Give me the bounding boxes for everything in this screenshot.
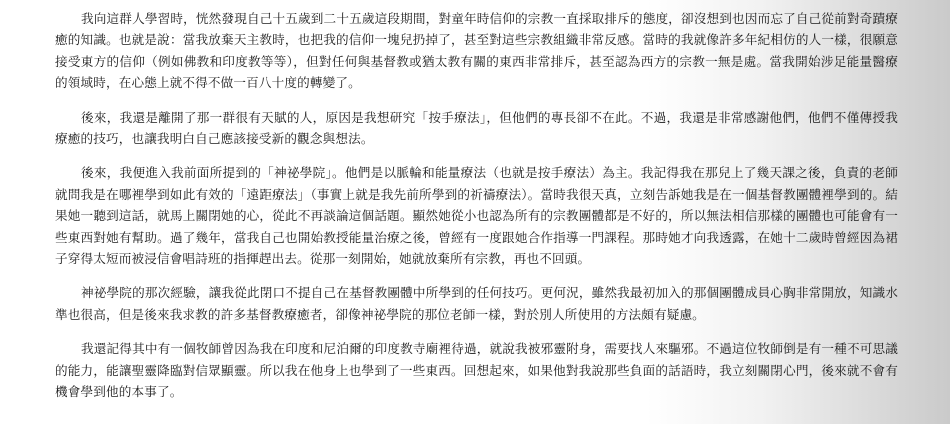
paragraph-2: 後來，我還是離開了那一群很有天賦的人，原因是我想研究「按手療法」，但他們的專長卻不在此。不過，我還是非常感謝他們，他們不僅傳授我療癒的技巧，也讓我明白自己應該接受新的觀念與想法。	[55, 109, 898, 147]
paragraph-5: 我還記得其中有一個牧師曾因為我在印度和尼泊爾的印度教寺廟裡待過，就說我被邪靈附身，需要找人來驅邪。不過這位牧師倒是有一種不可思議的能力，能讓聖靈降臨對信眾顯靈。所以我在他身上也學到了一些東西。回想起來，如果他對我說那些負面的話語時，我立刻關閉心門，後來就不會有機會學到他的本事了。	[55, 341, 898, 400]
paragraph-4: 神祕學院的那次經驗，讓我從此閉口不提自己在基督教團體中所學到的任何技巧。更何況，雖然我最初加入的那個團體成員心胸非常開放，知識水準也很高，但是後來我求教的許多基督教療癒者，卻像神祕學院的那位老師一樣，對於別人所使用的方法頗有疑慮。	[55, 285, 898, 322]
paragraph-1: 我向這群人學習時，恍然發現自己十五歲到二十五歲這段期間，對童年時信仰的宗教一直採取排斥的態度，卻沒想到也因而忘了自己從前對奇蹟療癒的知識。也就是說：當我放棄天主教時，也把我的信仰一塊兒扔掉了，甚至對這些宗教組織非常反感。當時的我就像許多年紀相仿的人一樣，很願意接受東方的信仰（例如佛教和印度教等等），但對任何與基督教或猶太教有關的東西非常排斥，甚至認為西方的宗教一無是處。當我開始涉足能量醫療的領域時，在心態上就不得不做一百八十度的轉變了。	[55, 11, 898, 91]
paragraph-3: 後來，我便進入我前面所提到的「神祕學院」。他們是以脈輪和能量療法（也就是按手療法）為主。我記得我在那兒上了幾天課之後，負責的老師就問我是在哪裡學到如此有效的「遠距療法」（事實上就是我先前所學到的祈禱療法）。當時我很天真，立刻告訴她我是在一個基督教團體裡學到的。結果她一聽到這話，就馬上關閉她的心，從此不再談論這個話題。顯然她從小也認為所有的宗教團體都是不好的，所以無法相信那樣的團體也可能會有一些東西對她有幫助。過了幾年，當我自己也開始教授能量治療之後，曾經有一度跟她合作指導一門課程。那時她才向我透露，在她十二歲時曾經因為裙子穿得太短而被浸信會唱詩班的指揮趕出去。從那一刻開始，她就放棄所有宗教，再也不回頭。	[55, 165, 898, 267]
